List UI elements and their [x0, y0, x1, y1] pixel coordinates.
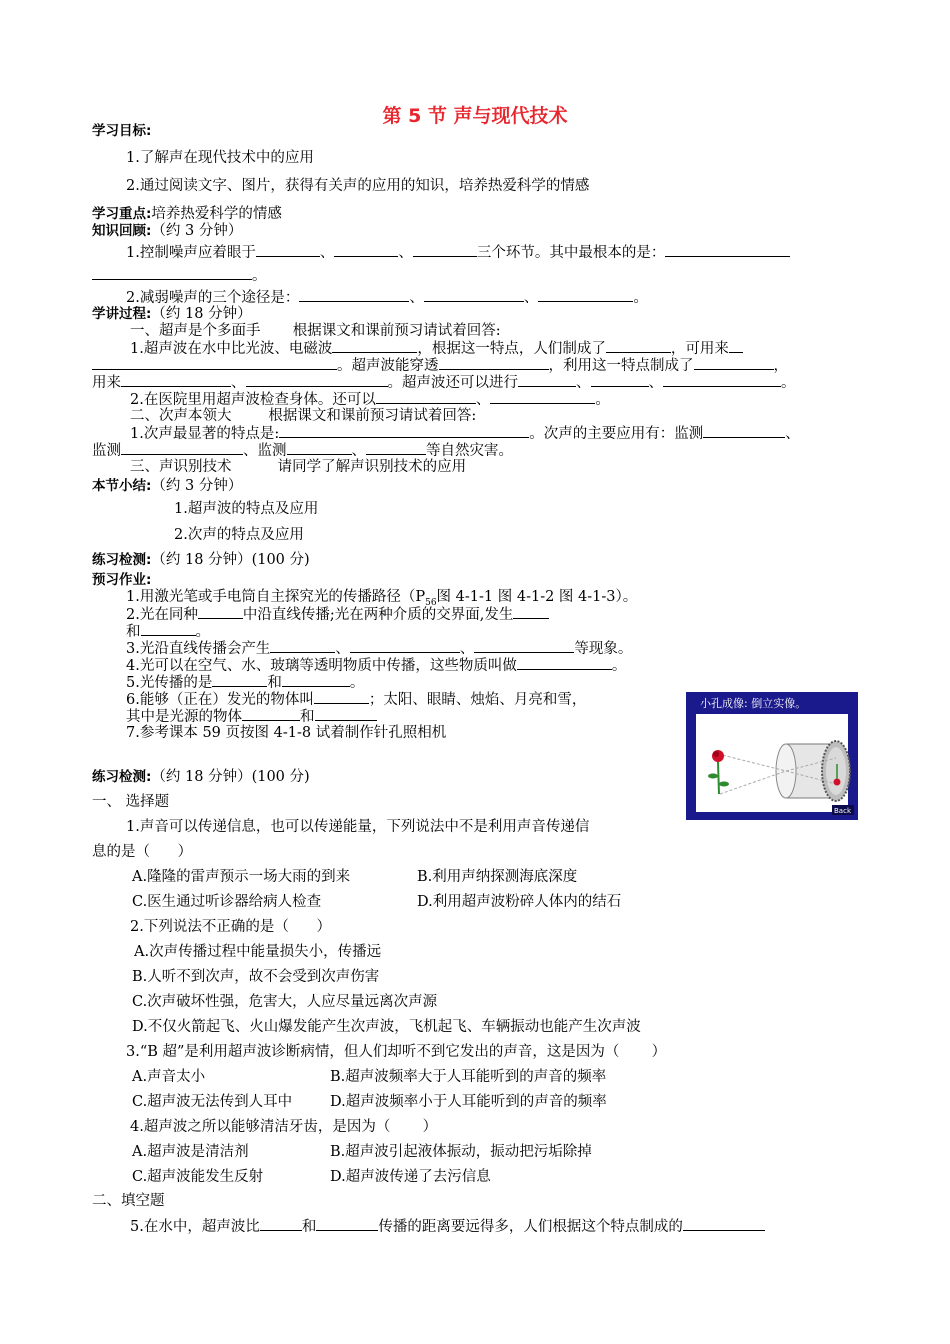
q2-option-c: C.次声破坏性强，危害大，人应尽量远离次声源 [132, 994, 438, 1010]
practice2-line [92, 768, 310, 786]
goals-heading: 学习目标: [92, 123, 152, 139]
review-heading-line [92, 222, 242, 240]
process-l5: 1.次声最显著的特点是: 。次声的主要应用有：监测 、 [130, 426, 800, 442]
practice1-heading: 练习检测: [92, 552, 152, 568]
summary-item: 1.超声波的特点及应用 [174, 501, 319, 517]
process-heading-line [92, 305, 252, 323]
summary-time: （约 3 分钟） [151, 478, 243, 494]
q2-option-a: A.次声传播过程中能量损失小，传播远 [134, 944, 382, 960]
key-point [92, 205, 282, 223]
process-l2: 。超声波能穿透 ，利用这一特点制成了 ， [92, 356, 788, 375]
q1-option-a: A.隆隆的雷声预示一场大雨的到来 [132, 869, 351, 885]
process-s1: 一、超声是个多面手 根据课文和课前预习请试着回答: [130, 323, 501, 339]
review-q1-cont: 。 [92, 266, 267, 285]
prep-p6: 6.能够（正在）发光的物体叫 ；太阳、眼睛、烛焰、月亮和雪， [126, 692, 587, 708]
pinhole-figure [686, 692, 858, 820]
figure-caption: 小孔成像: 倒立实像。 [700, 697, 807, 710]
process-l4: 2.在医院里用超声波检查身体。还可以 、 。 [130, 392, 610, 408]
process-l6: 监测 、监测 、 等自然灾害。 [92, 443, 513, 459]
summary-item: 2.次声的特点及应用 [174, 527, 304, 543]
prep-p4: 4.光可以在空气、水、玻璃等透明物质中传播，这些物质叫做 。 [126, 658, 627, 674]
q4-option-c: C.超声波能发生反射 [132, 1169, 264, 1185]
process-s2: 二、次声本领大 根据课文和课前预习请试着回答: [130, 408, 477, 424]
goal-item: 1.了解声在现代技术中的应用 [126, 150, 314, 166]
section1-heading: 一、 选择题 [92, 794, 170, 810]
review-heading: 知识回顾: [92, 223, 152, 239]
practice1-line [92, 551, 310, 569]
process-s3: 三、声识别技术 请同学了解声识别技术的应用 [130, 459, 467, 475]
key-point-heading: 学习重点: [92, 206, 152, 222]
review-time: （约 3 分钟） [151, 223, 243, 239]
q4-stem: 4.超声波之所以能够清洁牙齿，是因为（ ） [130, 1119, 438, 1135]
practice2-heading: 练习检测: [92, 769, 152, 785]
prep-p2: 2.光在同种 中沿直线传播;光在两种介质的交界面,发生 [126, 605, 549, 624]
q1-option-b: B.利用声纳探测海底深度 [417, 869, 578, 885]
goal-item: 2.通过阅读文字、图片，获得有关声的应用的知识，培养热爱科学的情感 [126, 178, 590, 194]
prep-p1: 1.用激光笔或手电筒自主探究光的传播路径（$P_{56}$图 4-1-1 图 4-1-2 图 4-1-3）。 [126, 589, 638, 608]
practice1-time: （约 18 分钟）(100 分) [151, 552, 310, 568]
pinhole-diagram [686, 692, 858, 820]
prep-p5: 5.光传播的是 和 。 [126, 675, 365, 691]
summary-heading: 本节小结: [92, 478, 152, 494]
q2-option-d: D.不仅火箭起飞、火山爆发能产生次声波，飞机起飞、车辆振动也能产生次声波 [132, 1019, 641, 1035]
prep-p3: 3.光沿直线传播会产生 、 、 等现象。 [126, 641, 633, 657]
q1-option-c: C.医生通过听诊器给病人检查 [132, 894, 322, 910]
q3-option-b: B.超声波频率大于人耳能听到的声音的频率 [330, 1069, 607, 1085]
prep-p6c: 其中是光源的物体 和 [126, 707, 377, 726]
page-title: 第 5 节 声与现代技术 [382, 105, 568, 127]
process-heading: 学讲过程: [92, 306, 152, 322]
figure-back-button: Back [834, 807, 851, 815]
prep-heading: 预习作业: [92, 572, 152, 588]
prep-p2c: 和 。 [126, 624, 210, 640]
q4-option-a: A.超声波是清洁剂 [132, 1144, 249, 1160]
prep-p7: 7.参考课本 59 页按图 4-1-8 试着制作针孔照相机 [126, 725, 447, 741]
q3-option-c: C.超声波无法传到人耳中 [132, 1094, 293, 1110]
q3-stem: 3.“B 超”是利用超声波诊断病情，但人们却听不到它发出的声音，这是因为（ ） [126, 1044, 667, 1060]
q2-option-b: B.人听不到次声，故不会受到次声伤害 [132, 969, 380, 985]
practice2-time: （约 18 分钟）(100 分) [151, 769, 310, 785]
q1-option-d: D.利用超声波粉碎人体内的结石 [417, 894, 622, 910]
q3-option-d: D.超声波频率小于人耳能听到的声音的频率 [330, 1094, 607, 1110]
review-q2: 2.减弱噪声的三个途径是： 、 、 。 [126, 290, 648, 306]
q2-stem: 2.下列说法不正确的是（ ） [130, 919, 331, 935]
q5: 5.在水中，超声波比 和 传播的距离要远得多，人们根据这个特点制成的 [130, 1217, 765, 1236]
process-l3: 用来 、 。超声波还可以进行 、 、 。 [92, 375, 796, 391]
section2-heading: 二、填空题 [92, 1193, 165, 1209]
q4-option-b: B.超声波引起液体振动，振动把污垢除掉 [330, 1144, 592, 1160]
summary-heading-line [92, 477, 242, 495]
process-time: （约 18 分钟） [151, 306, 252, 322]
key-point-text: 培养热爱科学的情感 [151, 206, 282, 222]
process-l1: 1.超声波在水中比光波、电磁波 ，根据这一特点，人们制成了 ，可用来 [130, 339, 743, 358]
q3-option-a: A.声音太小 [132, 1069, 206, 1085]
q1-stem: 1.声音可以传递信息，也可以传递能量，下列说法中不是利用声音传递信 [126, 819, 590, 835]
q1-stem2: 息的是（ ） [92, 844, 193, 860]
q4-option-d: D.超声波传递了去污信息 [330, 1169, 491, 1185]
review-q1: 1.控制噪声应着眼于 、 、 三个环节。其中最根本的是： [126, 243, 790, 262]
